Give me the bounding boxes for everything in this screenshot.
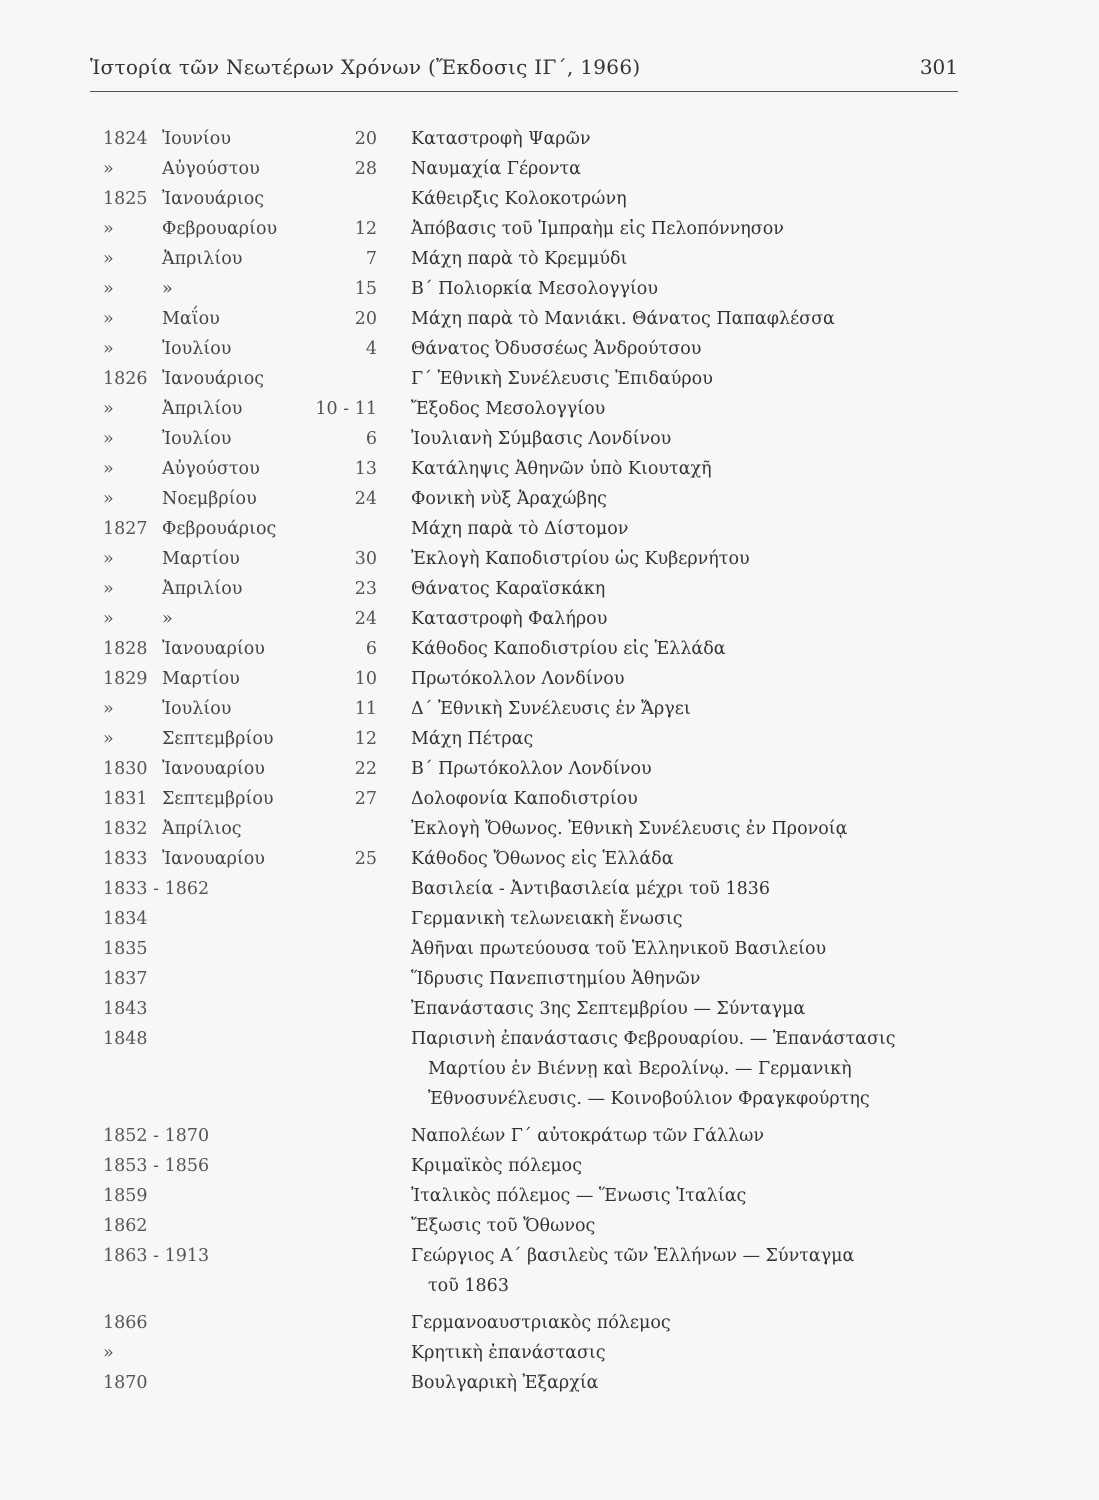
row-year: 1837 bbox=[103, 969, 148, 989]
row-year: 1833 bbox=[103, 849, 148, 869]
table-row bbox=[0, 187, 1099, 211]
row-day: 15 bbox=[354, 279, 377, 299]
row-month: Νοεμβρίου bbox=[162, 489, 257, 509]
table-row bbox=[0, 217, 1099, 241]
table-row bbox=[0, 337, 1099, 361]
row-event: Ἀπόβασις τοῦ Ἰμπραὴμ εἰς Πελοπόννησον bbox=[411, 219, 784, 239]
row-year: 1853 - 1856 bbox=[103, 1156, 210, 1176]
row-month: Αὐγούστου bbox=[162, 159, 260, 179]
row-year: » bbox=[103, 339, 114, 359]
row-event: Ἐθνοσυνέλευσις. — Κοινοβούλιον Φραγκφούρτης bbox=[428, 1089, 870, 1109]
row-month: Μαρτίου bbox=[162, 669, 240, 689]
row-month: Φεβρουάριος bbox=[162, 519, 277, 539]
row-event: Δολοφονία Καποδιστρίου bbox=[411, 789, 638, 809]
row-event: Κάθειρξις Κολοκοτρώνη bbox=[411, 189, 627, 209]
row-event: Βουλγαρικὴ Ἐξαρχία bbox=[411, 1373, 599, 1393]
row-year: » bbox=[103, 1343, 114, 1363]
row-event: Θάνατος Ὀδυσσέως Ἀνδρούτσου bbox=[411, 339, 702, 359]
table-row bbox=[0, 307, 1099, 331]
row-year: 1835 bbox=[103, 939, 148, 959]
row-month: Φεβρουαρίου bbox=[162, 219, 278, 239]
table-row bbox=[0, 637, 1099, 661]
row-day: 24 bbox=[354, 609, 377, 629]
row-event: Καταστροφὴ Ψαρῶν bbox=[411, 129, 591, 149]
table-row bbox=[0, 157, 1099, 181]
row-year: 1833 - 1862 bbox=[103, 879, 210, 899]
row-month: Ἀπρίλιος bbox=[162, 819, 242, 839]
row-year: 1826 bbox=[103, 369, 148, 389]
row-month: Σεπτεμβρίου bbox=[162, 729, 274, 749]
row-day: 23 bbox=[354, 579, 377, 599]
table-row bbox=[0, 1274, 1099, 1298]
table-row bbox=[0, 997, 1099, 1021]
row-month: Ἰουλίου bbox=[162, 339, 232, 359]
row-year: 1862 bbox=[103, 1216, 148, 1236]
row-month: » bbox=[162, 609, 173, 629]
table-row bbox=[0, 547, 1099, 571]
table-row bbox=[0, 937, 1099, 961]
row-month: Ἀπριλίου bbox=[162, 399, 243, 419]
row-event: Ἐπανάστασις 3ης Σεπτεμβρίου — Σύνταγμα bbox=[411, 999, 806, 1019]
row-year: 1834 bbox=[103, 909, 148, 929]
row-event: Κάθοδος Ὄθωνος εἰς Ἑλλάδα bbox=[411, 849, 674, 869]
row-day: 20 bbox=[354, 129, 377, 149]
page-number: 301 bbox=[919, 55, 958, 79]
row-month: Ἰανουαρίου bbox=[162, 759, 265, 779]
row-day: 12 bbox=[354, 219, 377, 239]
row-day: 27 bbox=[354, 789, 377, 809]
row-day: 30 bbox=[354, 549, 377, 569]
table-row bbox=[0, 247, 1099, 271]
table-row bbox=[0, 1244, 1099, 1268]
row-day: 7 bbox=[365, 249, 377, 269]
row-event: Ἰταλικὸς πόλεμος — Ἕνωσις Ἰταλίας bbox=[411, 1186, 747, 1206]
table-row bbox=[0, 787, 1099, 811]
row-event: Ἐκλογὴ Καποδιστρίου ὡς Κυβερνήτου bbox=[411, 549, 750, 569]
row-day: 20 bbox=[354, 309, 377, 329]
row-year: » bbox=[103, 609, 114, 629]
row-year: » bbox=[103, 279, 114, 299]
row-year: 1831 bbox=[103, 789, 148, 809]
row-year: » bbox=[103, 579, 114, 599]
table-row bbox=[0, 1124, 1099, 1148]
row-year: 1830 bbox=[103, 759, 148, 779]
row-event: Πρωτόκολλον Λονδίνου bbox=[411, 669, 625, 689]
row-year: » bbox=[103, 459, 114, 479]
table-row bbox=[0, 607, 1099, 631]
row-day: 13 bbox=[354, 459, 377, 479]
table-row bbox=[0, 1087, 1099, 1111]
row-day: 28 bbox=[354, 159, 377, 179]
row-event: Γ΄ Ἐθνικὴ Συνέλευσις Ἐπιδαύρου bbox=[411, 369, 713, 389]
row-event: Βασιλεία - Ἀντιβασιλεία μέχρι τοῦ 1836 bbox=[411, 879, 771, 899]
table-row bbox=[0, 757, 1099, 781]
table-row bbox=[0, 967, 1099, 991]
row-day: 4 bbox=[365, 339, 377, 359]
row-year: 1828 bbox=[103, 639, 148, 659]
row-year: » bbox=[103, 219, 114, 239]
row-month: Μαρτίου bbox=[162, 549, 240, 569]
table-row bbox=[0, 277, 1099, 301]
row-day: 24 bbox=[354, 489, 377, 509]
row-event: τοῦ 1863 bbox=[428, 1276, 509, 1296]
row-year: » bbox=[103, 309, 114, 329]
table-row bbox=[0, 1184, 1099, 1208]
table-row bbox=[0, 457, 1099, 481]
row-year: » bbox=[103, 729, 114, 749]
row-day: 22 bbox=[354, 759, 377, 779]
row-month: Ἀπριλίου bbox=[162, 249, 243, 269]
row-year: 1827 bbox=[103, 519, 148, 539]
row-event: Κατάληψις Ἀθηνῶν ὑπὸ Κιουταχῆ bbox=[411, 459, 712, 479]
row-year: 1859 bbox=[103, 1186, 148, 1206]
row-year: » bbox=[103, 699, 114, 719]
row-event: Γερμανικὴ τελωνειακὴ ἕνωσις bbox=[411, 909, 683, 929]
row-event: Μάχη Πέτρας bbox=[411, 729, 534, 749]
row-month: Ἀπριλίου bbox=[162, 579, 243, 599]
page-header bbox=[90, 55, 958, 92]
row-month: Ἰανουαρίου bbox=[162, 639, 265, 659]
table-row bbox=[0, 667, 1099, 691]
row-event: Ἰουλιανὴ Σύμβασις Λονδίνου bbox=[411, 429, 672, 449]
row-event: Μαρτίου ἐν Βιέννῃ καὶ Βερολίνῳ. — Γερμανικὴ bbox=[428, 1059, 852, 1079]
row-day: 10 bbox=[354, 669, 377, 689]
row-event: Ναπολέων Γ΄ αὐτοκράτωρ τῶν Γάλλων bbox=[411, 1126, 764, 1146]
row-year: 1848 bbox=[103, 1029, 148, 1049]
row-event: Ναυμαχία Γέροντα bbox=[411, 159, 581, 179]
table-row bbox=[0, 847, 1099, 871]
table-row bbox=[0, 397, 1099, 421]
table-row bbox=[0, 907, 1099, 931]
row-event: Ἔξωσις τοῦ Ὄθωνος bbox=[411, 1216, 596, 1236]
row-day: 6 bbox=[365, 429, 377, 449]
row-year: » bbox=[103, 399, 114, 419]
table-row bbox=[0, 517, 1099, 541]
row-event: Ἀθῆναι πρωτεύουσα τοῦ Ἑλληνικοῦ Βασιλείου bbox=[411, 939, 827, 959]
row-event: Μάχη παρὰ τὸ Μανιάκι. Θάνατος Παπαφλέσσα bbox=[411, 309, 835, 329]
row-year: 1832 bbox=[103, 819, 148, 839]
table-row bbox=[0, 1341, 1099, 1365]
row-event: Ἔξοδος Μεσολογγίου bbox=[411, 399, 606, 419]
row-day: 12 bbox=[354, 729, 377, 749]
row-month: Ἰουλίου bbox=[162, 429, 232, 449]
row-month: Ἰανουάριος bbox=[162, 369, 265, 389]
row-month: Ἰανουαρίου bbox=[162, 849, 265, 869]
table-row bbox=[0, 697, 1099, 721]
row-year: 1866 bbox=[103, 1313, 148, 1333]
row-year: » bbox=[103, 549, 114, 569]
table-row bbox=[0, 577, 1099, 601]
row-year: 1852 - 1870 bbox=[103, 1126, 210, 1146]
row-event: Κρητικὴ ἐπανάστασις bbox=[411, 1343, 606, 1363]
row-year: 1825 bbox=[103, 189, 148, 209]
row-event: Ἵδρυσις Πανεπιστημίου Ἀθηνῶν bbox=[411, 969, 701, 989]
row-event: Φονικὴ νὺξ Ἀραχώβης bbox=[411, 489, 607, 509]
row-event: Καταστροφὴ Φαλήρου bbox=[411, 609, 608, 629]
row-day: 25 bbox=[354, 849, 377, 869]
table-row bbox=[0, 1311, 1099, 1335]
table-row bbox=[0, 127, 1099, 151]
row-year: 1870 bbox=[103, 1373, 148, 1393]
row-event: Ἐκλογὴ Ὄθωνος. Ἐθνικὴ Συνέλευσις ἐν Προνοίᾳ bbox=[411, 819, 848, 839]
table-row bbox=[0, 427, 1099, 451]
row-event: Κάθοδος Καποδιστρίου εἰς Ἑλλάδα bbox=[411, 639, 726, 659]
table-row bbox=[0, 1371, 1099, 1395]
row-month: » bbox=[162, 279, 173, 299]
row-event: Γεώργιος Α΄ βασιλεὺς τῶν Ἑλλήνων — Σύνταγμα bbox=[411, 1246, 855, 1266]
row-event: Παρισινὴ ἐπανάστασις Φεβρουαρίου. — Ἐπανάστασις bbox=[411, 1029, 896, 1049]
table-row bbox=[0, 1027, 1099, 1051]
row-year: » bbox=[103, 159, 114, 179]
row-event: Θάνατος Καραϊσκάκη bbox=[411, 579, 606, 599]
table-row bbox=[0, 1057, 1099, 1081]
header-title: Ἱστορία τῶν Νεωτέρων Χρόνων (Ἔκδοσις ΙΓ΄, 1966) bbox=[90, 55, 641, 79]
table-row bbox=[0, 727, 1099, 751]
table-row bbox=[0, 1154, 1099, 1178]
table-row bbox=[0, 367, 1099, 391]
row-month: Μαΐου bbox=[162, 309, 220, 329]
row-event: Κριμαϊκὸς πόλεμος bbox=[411, 1156, 583, 1176]
row-month: Ἰουλίου bbox=[162, 699, 232, 719]
row-year: 1829 bbox=[103, 669, 148, 689]
row-event: Β΄ Πρωτόκολλον Λονδίνου bbox=[411, 759, 652, 779]
row-year: » bbox=[103, 249, 114, 269]
row-event: Δ΄ Ἐθνικὴ Συνέλευσις ἐν Ἄργει bbox=[411, 699, 691, 719]
row-month: Ἰανουάριος bbox=[162, 189, 265, 209]
row-month: Αὐγούστου bbox=[162, 459, 260, 479]
row-month: Σεπτεμβρίου bbox=[162, 789, 274, 809]
table-row bbox=[0, 817, 1099, 841]
row-year: 1863 - 1913 bbox=[103, 1246, 210, 1266]
row-event: Β΄ Πολιορκία Μεσολογγίου bbox=[411, 279, 658, 299]
row-year: 1843 bbox=[103, 999, 148, 1019]
row-month: Ἰουνίου bbox=[162, 129, 231, 149]
row-year: » bbox=[103, 429, 114, 449]
row-day: 6 bbox=[365, 639, 377, 659]
row-day: 11 bbox=[354, 699, 377, 719]
row-event: Μάχη παρὰ τὸ Δίστομον bbox=[411, 519, 629, 539]
row-year: » bbox=[103, 489, 114, 509]
row-year: 1824 bbox=[103, 129, 148, 149]
table-row bbox=[0, 877, 1099, 901]
table-row bbox=[0, 1214, 1099, 1238]
table-row bbox=[0, 487, 1099, 511]
row-day: 10 - 11 bbox=[315, 399, 377, 419]
row-event: Γερμανοαυστριακὸς πόλεμος bbox=[411, 1313, 671, 1333]
row-event: Μάχη παρὰ τὸ Κρεμμύδι bbox=[411, 249, 628, 269]
